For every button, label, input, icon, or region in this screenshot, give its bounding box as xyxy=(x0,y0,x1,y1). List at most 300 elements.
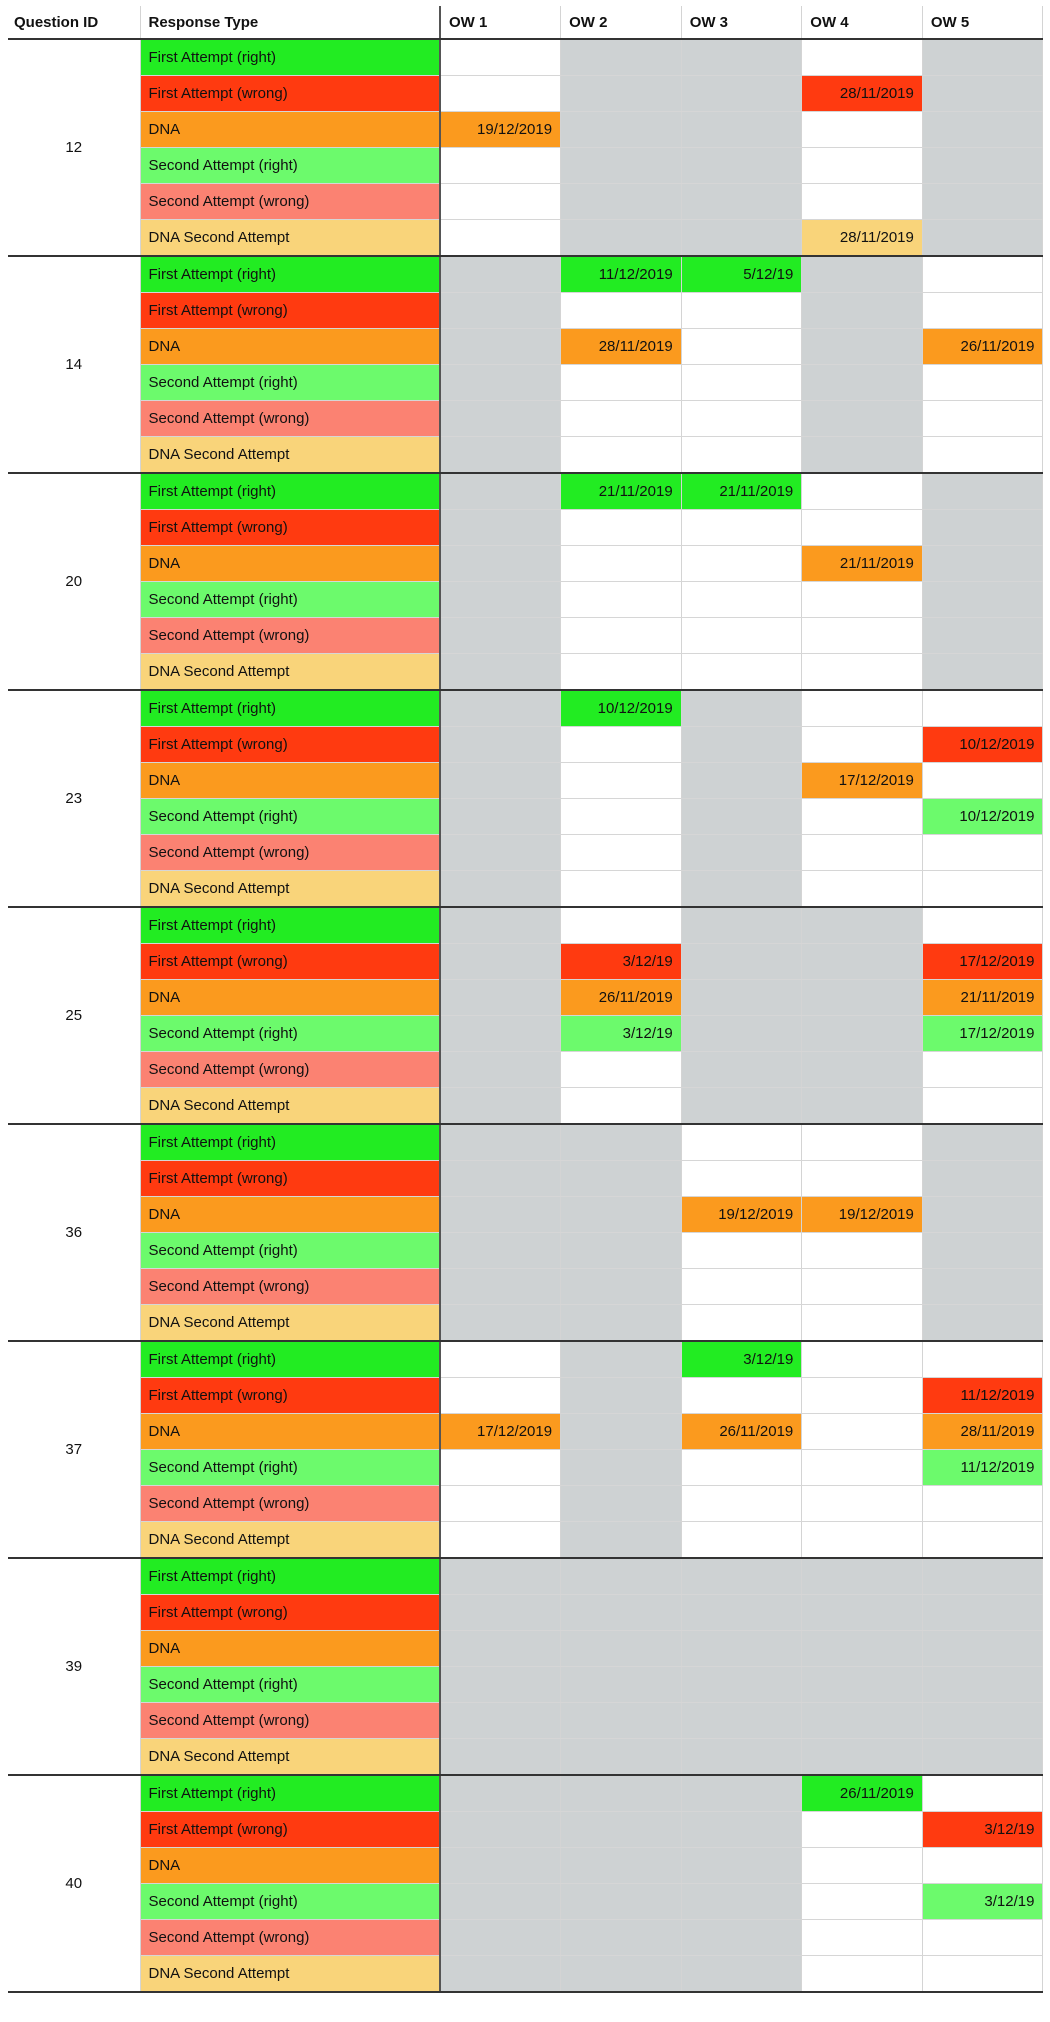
ow-cell[interactable] xyxy=(922,1956,1043,1993)
ow-cell[interactable] xyxy=(922,1269,1043,1305)
response-type-cell[interactable]: Second Attempt (right) xyxy=(140,365,440,401)
ow-cell[interactable] xyxy=(561,1703,682,1739)
response-type-cell[interactable]: First Attempt (wrong) xyxy=(140,944,440,980)
ow-cell[interactable] xyxy=(561,76,682,112)
response-type-cell[interactable]: First Attempt (wrong) xyxy=(140,1812,440,1848)
response-type-cell[interactable]: First Attempt (wrong) xyxy=(140,1161,440,1197)
ow-cell[interactable]: 17/12/2019 xyxy=(922,1016,1043,1052)
ow-cell[interactable] xyxy=(440,654,561,691)
ow-cell[interactable]: 21/11/2019 xyxy=(561,473,682,510)
ow-cell[interactable] xyxy=(561,1522,682,1559)
ow-cell[interactable] xyxy=(440,1558,561,1595)
response-type-cell[interactable]: First Attempt (wrong) xyxy=(140,1595,440,1631)
response-type-cell[interactable]: Second Attempt (right) xyxy=(140,1016,440,1052)
ow-cell[interactable] xyxy=(802,1161,923,1197)
ow-cell[interactable] xyxy=(802,727,923,763)
ow-cell[interactable]: 26/11/2019 xyxy=(922,329,1043,365)
ow-cell[interactable] xyxy=(440,980,561,1016)
ow-cell[interactable] xyxy=(802,473,923,510)
ow-cell[interactable] xyxy=(440,329,561,365)
ow-cell[interactable] xyxy=(440,256,561,293)
header-ow-3[interactable]: OW 3 xyxy=(681,6,802,39)
ow-cell[interactable] xyxy=(802,1088,923,1125)
ow-cell[interactable] xyxy=(440,1341,561,1378)
ow-cell[interactable]: 11/12/2019 xyxy=(922,1450,1043,1486)
header-response-type[interactable]: Response Type xyxy=(140,6,440,39)
ow-cell[interactable] xyxy=(802,1558,923,1595)
ow-cell[interactable] xyxy=(802,835,923,871)
header-ow-5[interactable]: OW 5 xyxy=(922,6,1043,39)
ow-cell[interactable] xyxy=(440,1016,561,1052)
ow-cell[interactable]: 5/12/19 xyxy=(681,256,802,293)
ow-cell[interactable] xyxy=(922,654,1043,691)
ow-cell[interactable] xyxy=(440,293,561,329)
response-type-cell[interactable]: First Attempt (right) xyxy=(140,39,440,76)
ow-cell[interactable] xyxy=(681,1667,802,1703)
ow-cell[interactable] xyxy=(681,148,802,184)
response-type-cell[interactable]: First Attempt (wrong) xyxy=(140,293,440,329)
response-type-cell[interactable]: Second Attempt (right) xyxy=(140,1667,440,1703)
ow-cell[interactable] xyxy=(440,1631,561,1667)
ow-cell[interactable] xyxy=(561,437,682,474)
ow-cell[interactable] xyxy=(802,293,923,329)
ow-cell[interactable] xyxy=(561,799,682,835)
ow-cell[interactable] xyxy=(561,1775,682,1812)
question-id-cell[interactable]: 37 xyxy=(8,1341,140,1558)
ow-cell[interactable] xyxy=(922,1703,1043,1739)
ow-cell[interactable] xyxy=(440,1595,561,1631)
ow-cell[interactable] xyxy=(922,1088,1043,1125)
ow-cell[interactable] xyxy=(922,148,1043,184)
header-ow-4[interactable]: OW 4 xyxy=(802,6,923,39)
ow-cell[interactable] xyxy=(440,401,561,437)
response-type-cell[interactable]: First Attempt (right) xyxy=(140,256,440,293)
ow-cell[interactable] xyxy=(561,1558,682,1595)
ow-cell[interactable] xyxy=(802,401,923,437)
ow-cell[interactable] xyxy=(561,1305,682,1342)
ow-cell[interactable] xyxy=(681,1233,802,1269)
ow-cell[interactable] xyxy=(681,76,802,112)
ow-cell[interactable] xyxy=(681,1558,802,1595)
ow-cell[interactable] xyxy=(440,184,561,220)
ow-cell[interactable] xyxy=(922,907,1043,944)
ow-cell[interactable] xyxy=(681,835,802,871)
ow-cell[interactable] xyxy=(922,510,1043,546)
ow-cell[interactable] xyxy=(681,1486,802,1522)
response-type-cell[interactable]: Second Attempt (wrong) xyxy=(140,401,440,437)
response-type-cell[interactable]: DNA xyxy=(140,112,440,148)
ow-cell[interactable] xyxy=(440,365,561,401)
ow-cell[interactable] xyxy=(922,871,1043,908)
ow-cell[interactable] xyxy=(561,1052,682,1088)
ow-cell[interactable] xyxy=(681,1305,802,1342)
ow-cell[interactable] xyxy=(440,907,561,944)
ow-cell[interactable]: 3/12/19 xyxy=(561,1016,682,1052)
ow-cell[interactable] xyxy=(802,1631,923,1667)
ow-cell[interactable] xyxy=(802,1269,923,1305)
ow-cell[interactable] xyxy=(922,763,1043,799)
ow-cell[interactable] xyxy=(922,437,1043,474)
ow-cell[interactable] xyxy=(802,654,923,691)
ow-cell[interactable] xyxy=(440,1739,561,1776)
ow-cell[interactable]: 3/12/19 xyxy=(561,944,682,980)
response-type-cell[interactable]: First Attempt (wrong) xyxy=(140,727,440,763)
question-id-cell[interactable]: 14 xyxy=(8,256,140,473)
ow-cell[interactable] xyxy=(802,1595,923,1631)
ow-cell[interactable] xyxy=(561,293,682,329)
ow-cell[interactable]: 21/11/2019 xyxy=(922,980,1043,1016)
ow-cell[interactable] xyxy=(802,1486,923,1522)
response-type-cell[interactable]: DNA xyxy=(140,1848,440,1884)
ow-cell[interactable] xyxy=(561,654,682,691)
ow-cell[interactable] xyxy=(922,1161,1043,1197)
response-type-cell[interactable]: DNA Second Attempt xyxy=(140,1522,440,1559)
ow-cell[interactable] xyxy=(922,835,1043,871)
ow-cell[interactable] xyxy=(440,1450,561,1486)
ow-cell[interactable]: 3/12/19 xyxy=(681,1341,802,1378)
ow-cell[interactable] xyxy=(922,112,1043,148)
ow-cell[interactable] xyxy=(561,1197,682,1233)
ow-cell[interactable]: 26/11/2019 xyxy=(802,1775,923,1812)
ow-cell[interactable]: 10/12/2019 xyxy=(922,799,1043,835)
response-type-cell[interactable]: Second Attempt (right) xyxy=(140,582,440,618)
ow-cell[interactable] xyxy=(440,1522,561,1559)
ow-cell[interactable] xyxy=(802,510,923,546)
ow-cell[interactable] xyxy=(802,1703,923,1739)
response-type-cell[interactable]: Second Attempt (wrong) xyxy=(140,184,440,220)
ow-cell[interactable] xyxy=(922,1197,1043,1233)
header-ow-2[interactable]: OW 2 xyxy=(561,6,682,39)
ow-cell[interactable] xyxy=(561,1848,682,1884)
ow-cell[interactable] xyxy=(681,1956,802,1993)
ow-cell[interactable] xyxy=(561,510,682,546)
ow-cell[interactable] xyxy=(922,1233,1043,1269)
question-id-cell[interactable]: 23 xyxy=(8,690,140,907)
ow-cell[interactable] xyxy=(561,835,682,871)
ow-cell[interactable] xyxy=(922,1920,1043,1956)
ow-cell[interactable] xyxy=(802,437,923,474)
response-type-cell[interactable]: First Attempt (right) xyxy=(140,1341,440,1378)
response-type-cell[interactable]: DNA xyxy=(140,329,440,365)
ow-cell[interactable] xyxy=(802,1848,923,1884)
ow-cell[interactable] xyxy=(681,1269,802,1305)
ow-cell[interactable]: 10/12/2019 xyxy=(561,690,682,727)
ow-cell[interactable] xyxy=(440,76,561,112)
ow-cell[interactable] xyxy=(802,1305,923,1342)
response-type-cell[interactable]: DNA Second Attempt xyxy=(140,871,440,908)
response-type-cell[interactable]: First Attempt (right) xyxy=(140,473,440,510)
response-type-cell[interactable]: Second Attempt (wrong) xyxy=(140,1269,440,1305)
ow-cell[interactable] xyxy=(440,690,561,727)
ow-cell[interactable] xyxy=(681,1812,802,1848)
ow-cell[interactable] xyxy=(922,184,1043,220)
ow-cell[interactable] xyxy=(561,112,682,148)
ow-cell[interactable] xyxy=(802,690,923,727)
ow-cell[interactable] xyxy=(561,1486,682,1522)
response-type-cell[interactable]: First Attempt (right) xyxy=(140,1124,440,1161)
ow-cell[interactable] xyxy=(440,582,561,618)
response-type-cell[interactable]: DNA xyxy=(140,763,440,799)
ow-cell[interactable] xyxy=(681,401,802,437)
ow-cell[interactable] xyxy=(802,148,923,184)
response-type-cell[interactable]: Second Attempt (wrong) xyxy=(140,618,440,654)
ow-cell[interactable]: 28/11/2019 xyxy=(802,220,923,257)
ow-cell[interactable] xyxy=(922,1631,1043,1667)
ow-cell[interactable] xyxy=(681,437,802,474)
ow-cell[interactable] xyxy=(681,39,802,76)
ow-cell[interactable]: 17/12/2019 xyxy=(440,1414,561,1450)
response-type-cell[interactable]: DNA xyxy=(140,546,440,582)
question-id-cell[interactable]: 20 xyxy=(8,473,140,690)
ow-cell[interactable] xyxy=(802,112,923,148)
ow-cell[interactable] xyxy=(802,1341,923,1378)
ow-cell[interactable] xyxy=(802,1378,923,1414)
ow-cell[interactable] xyxy=(440,1161,561,1197)
ow-cell[interactable] xyxy=(561,1450,682,1486)
ow-cell[interactable] xyxy=(561,763,682,799)
ow-cell[interactable] xyxy=(440,148,561,184)
response-type-cell[interactable]: First Attempt (wrong) xyxy=(140,76,440,112)
ow-cell[interactable] xyxy=(440,1775,561,1812)
ow-cell[interactable] xyxy=(561,1233,682,1269)
ow-cell[interactable] xyxy=(922,1667,1043,1703)
ow-cell[interactable] xyxy=(561,871,682,908)
ow-cell[interactable] xyxy=(802,1414,923,1450)
ow-cell[interactable]: 11/12/2019 xyxy=(922,1378,1043,1414)
ow-cell[interactable] xyxy=(440,1812,561,1848)
ow-cell[interactable] xyxy=(440,39,561,76)
ow-cell[interactable]: 28/11/2019 xyxy=(922,1414,1043,1450)
response-type-cell[interactable]: DNA Second Attempt xyxy=(140,1305,440,1342)
ow-cell[interactable] xyxy=(561,1812,682,1848)
ow-cell[interactable] xyxy=(922,618,1043,654)
ow-cell[interactable] xyxy=(802,39,923,76)
ow-cell[interactable] xyxy=(802,1016,923,1052)
ow-cell[interactable] xyxy=(922,1052,1043,1088)
ow-cell[interactable] xyxy=(561,401,682,437)
ow-cell[interactable] xyxy=(922,582,1043,618)
ow-cell[interactable] xyxy=(802,1884,923,1920)
ow-cell[interactable]: 26/11/2019 xyxy=(561,980,682,1016)
response-type-cell[interactable]: Second Attempt (wrong) xyxy=(140,835,440,871)
ow-cell[interactable] xyxy=(922,1124,1043,1161)
ow-cell[interactable] xyxy=(681,1016,802,1052)
ow-cell[interactable] xyxy=(681,329,802,365)
ow-cell[interactable] xyxy=(561,1884,682,1920)
ow-cell[interactable] xyxy=(681,944,802,980)
ow-cell[interactable] xyxy=(440,1269,561,1305)
ow-cell[interactable] xyxy=(440,871,561,908)
ow-cell[interactable] xyxy=(681,582,802,618)
ow-cell[interactable] xyxy=(440,1667,561,1703)
header-question-id[interactable]: Question ID xyxy=(8,6,140,39)
ow-cell[interactable] xyxy=(561,148,682,184)
ow-cell[interactable] xyxy=(681,654,802,691)
ow-cell[interactable] xyxy=(802,256,923,293)
ow-cell[interactable] xyxy=(922,1305,1043,1342)
ow-cell[interactable] xyxy=(681,1884,802,1920)
question-id-cell[interactable]: 39 xyxy=(8,1558,140,1775)
ow-cell[interactable] xyxy=(922,1595,1043,1631)
ow-cell[interactable] xyxy=(681,1522,802,1559)
ow-cell[interactable] xyxy=(561,1161,682,1197)
question-id-cell[interactable]: 40 xyxy=(8,1775,140,1992)
ow-cell[interactable] xyxy=(802,1522,923,1559)
ow-cell[interactable]: 11/12/2019 xyxy=(561,256,682,293)
ow-cell[interactable] xyxy=(561,1378,682,1414)
ow-cell[interactable] xyxy=(561,1269,682,1305)
response-type-cell[interactable]: Second Attempt (right) xyxy=(140,1450,440,1486)
ow-cell[interactable] xyxy=(922,546,1043,582)
response-type-cell[interactable]: DNA xyxy=(140,1631,440,1667)
ow-cell[interactable] xyxy=(922,1522,1043,1559)
ow-cell[interactable] xyxy=(561,184,682,220)
ow-cell[interactable] xyxy=(802,1739,923,1776)
ow-cell[interactable] xyxy=(440,727,561,763)
response-type-cell[interactable]: First Attempt (wrong) xyxy=(140,510,440,546)
ow-cell[interactable] xyxy=(681,112,802,148)
ow-cell[interactable] xyxy=(922,690,1043,727)
ow-cell[interactable] xyxy=(681,1631,802,1667)
response-type-cell[interactable]: Second Attempt (right) xyxy=(140,799,440,835)
ow-cell[interactable]: 19/12/2019 xyxy=(681,1197,802,1233)
question-id-cell[interactable]: 36 xyxy=(8,1124,140,1341)
ow-cell[interactable] xyxy=(802,582,923,618)
ow-cell[interactable] xyxy=(802,1667,923,1703)
ow-cell[interactable] xyxy=(440,1486,561,1522)
ow-cell[interactable] xyxy=(681,293,802,329)
ow-cell[interactable] xyxy=(681,618,802,654)
ow-cell[interactable] xyxy=(681,1848,802,1884)
ow-cell[interactable]: 3/12/19 xyxy=(922,1812,1043,1848)
ow-cell[interactable] xyxy=(681,1124,802,1161)
ow-cell[interactable] xyxy=(561,727,682,763)
response-type-cell[interactable]: Second Attempt (right) xyxy=(140,1884,440,1920)
ow-cell[interactable] xyxy=(802,1812,923,1848)
ow-cell[interactable]: 26/11/2019 xyxy=(681,1414,802,1450)
ow-cell[interactable] xyxy=(802,871,923,908)
ow-cell[interactable] xyxy=(440,835,561,871)
ow-cell[interactable] xyxy=(802,184,923,220)
ow-cell[interactable] xyxy=(922,76,1043,112)
ow-cell[interactable] xyxy=(440,220,561,257)
ow-cell[interactable] xyxy=(681,1703,802,1739)
ow-cell[interactable] xyxy=(802,329,923,365)
ow-cell[interactable] xyxy=(802,1052,923,1088)
ow-cell[interactable]: 17/12/2019 xyxy=(922,944,1043,980)
ow-cell[interactable] xyxy=(561,365,682,401)
response-type-cell[interactable]: First Attempt (right) xyxy=(140,907,440,944)
ow-cell[interactable] xyxy=(440,1233,561,1269)
ow-cell[interactable] xyxy=(802,618,923,654)
ow-cell[interactable] xyxy=(440,1124,561,1161)
ow-cell[interactable] xyxy=(802,944,923,980)
ow-cell[interactable]: 28/11/2019 xyxy=(561,329,682,365)
ow-cell[interactable] xyxy=(922,293,1043,329)
ow-cell[interactable]: 10/12/2019 xyxy=(922,727,1043,763)
ow-cell[interactable] xyxy=(681,1595,802,1631)
ow-cell[interactable] xyxy=(561,1920,682,1956)
ow-cell[interactable] xyxy=(561,907,682,944)
ow-cell[interactable] xyxy=(440,1920,561,1956)
ow-cell[interactable] xyxy=(681,1161,802,1197)
ow-cell[interactable] xyxy=(561,618,682,654)
ow-cell[interactable] xyxy=(440,944,561,980)
ow-cell[interactable] xyxy=(561,39,682,76)
ow-cell[interactable] xyxy=(681,1450,802,1486)
ow-cell[interactable] xyxy=(440,799,561,835)
response-type-cell[interactable]: DNA xyxy=(140,1414,440,1450)
ow-cell[interactable] xyxy=(922,1341,1043,1378)
ow-cell[interactable] xyxy=(681,546,802,582)
ow-cell[interactable] xyxy=(802,1920,923,1956)
question-id-cell[interactable]: 25 xyxy=(8,907,140,1124)
ow-cell[interactable] xyxy=(440,1305,561,1342)
ow-cell[interactable] xyxy=(561,1595,682,1631)
response-type-cell[interactable]: First Attempt (right) xyxy=(140,1558,440,1595)
response-type-cell[interactable]: First Attempt (wrong) xyxy=(140,1378,440,1414)
ow-cell[interactable] xyxy=(561,582,682,618)
response-type-cell[interactable]: DNA Second Attempt xyxy=(140,654,440,691)
ow-cell[interactable] xyxy=(681,980,802,1016)
ow-cell[interactable] xyxy=(922,220,1043,257)
ow-cell[interactable] xyxy=(440,1956,561,1993)
ow-cell[interactable] xyxy=(681,510,802,546)
ow-cell[interactable] xyxy=(440,1848,561,1884)
ow-cell[interactable] xyxy=(922,1848,1043,1884)
ow-cell[interactable]: 21/11/2019 xyxy=(681,473,802,510)
ow-cell[interactable] xyxy=(440,1052,561,1088)
ow-cell[interactable] xyxy=(440,763,561,799)
ow-cell[interactable] xyxy=(922,1775,1043,1812)
ow-cell[interactable] xyxy=(561,1414,682,1450)
ow-cell[interactable] xyxy=(922,1486,1043,1522)
ow-cell[interactable] xyxy=(922,401,1043,437)
response-type-cell[interactable]: Second Attempt (right) xyxy=(140,148,440,184)
response-type-cell[interactable]: First Attempt (right) xyxy=(140,1775,440,1812)
ow-cell[interactable] xyxy=(561,220,682,257)
ow-cell[interactable] xyxy=(561,1341,682,1378)
response-type-cell[interactable]: DNA Second Attempt xyxy=(140,1956,440,1993)
ow-cell[interactable]: 28/11/2019 xyxy=(802,76,923,112)
ow-cell[interactable] xyxy=(681,690,802,727)
ow-cell[interactable] xyxy=(681,1739,802,1776)
response-type-cell[interactable]: DNA Second Attempt xyxy=(140,437,440,474)
question-id-cell[interactable]: 12 xyxy=(8,39,140,256)
ow-cell[interactable] xyxy=(681,907,802,944)
ow-cell[interactable]: 3/12/19 xyxy=(922,1884,1043,1920)
ow-cell[interactable] xyxy=(561,546,682,582)
response-type-cell[interactable]: DNA Second Attempt xyxy=(140,220,440,257)
ow-cell[interactable] xyxy=(681,220,802,257)
header-ow-1[interactable]: OW 1 xyxy=(440,6,561,39)
ow-cell[interactable] xyxy=(681,184,802,220)
ow-cell[interactable] xyxy=(802,1450,923,1486)
ow-cell[interactable] xyxy=(440,1703,561,1739)
ow-cell[interactable] xyxy=(561,1739,682,1776)
ow-cell[interactable] xyxy=(440,437,561,474)
ow-cell[interactable] xyxy=(440,1378,561,1414)
ow-cell[interactable] xyxy=(681,365,802,401)
response-type-cell[interactable]: Second Attempt (wrong) xyxy=(140,1703,440,1739)
ow-cell[interactable] xyxy=(681,763,802,799)
ow-cell[interactable] xyxy=(440,510,561,546)
ow-cell[interactable] xyxy=(681,1920,802,1956)
ow-cell[interactable] xyxy=(802,980,923,1016)
ow-cell[interactable] xyxy=(561,1088,682,1125)
ow-cell[interactable]: 19/12/2019 xyxy=(440,112,561,148)
ow-cell[interactable] xyxy=(440,473,561,510)
